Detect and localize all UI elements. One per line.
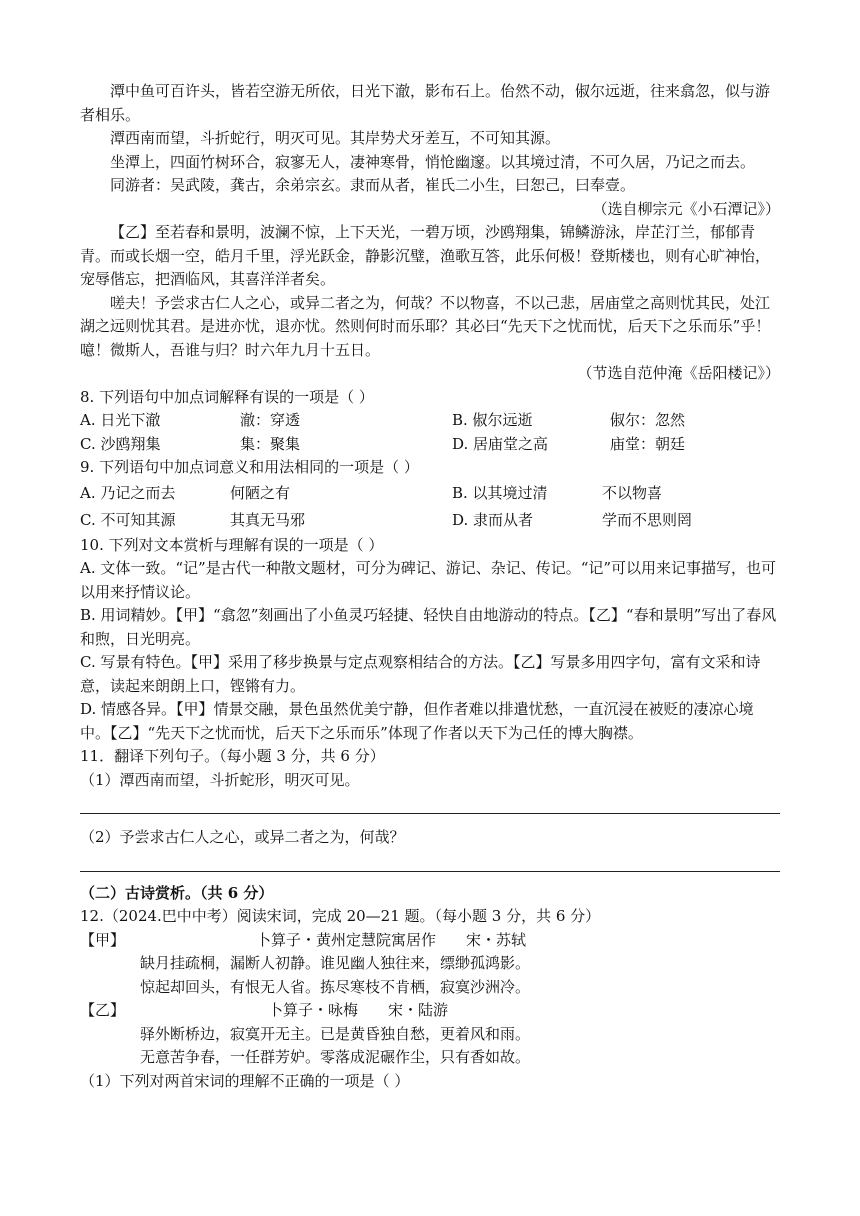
q8-option-d[interactable] <box>452 433 780 457</box>
poem-jia-tag: 【甲】 <box>80 930 126 949</box>
q8-option-b-label: B. 俶尔远逝 <box>452 411 533 429</box>
q8-options-row-1 <box>80 409 780 433</box>
q9-options-row-1 <box>80 480 780 507</box>
q8-options-row-2 <box>80 433 780 457</box>
q8-option-d-label: D. 居庙堂之高 <box>452 434 549 453</box>
exam-page <box>80 80 780 1093</box>
answer-line-1[interactable] <box>80 813 780 814</box>
q8-option-b[interactable] <box>452 409 780 433</box>
poem-jia-line-2: 惊起却回头，有恨无人省。拣尽寒枝不肯栖，寂寞沙洲冷。 <box>140 977 531 996</box>
q9-option-b[interactable] <box>452 480 780 507</box>
poem-yi-header <box>80 999 780 1023</box>
q9-stem: 9. 下列语句中加点词意义和用法相同的一项是（ ） <box>80 458 419 476</box>
answer-line-2[interactable] <box>80 871 780 872</box>
q9-option-c-compare: 其真无马邪 <box>230 510 306 529</box>
q8-stem: 8. 下列语句中加点词解释有误的一项是（ ） <box>80 387 374 406</box>
q9-option-c-text: C. 不可知其源 <box>80 510 176 529</box>
poem-jia-title: 卜算子・黄州定慧院寓居作 <box>256 930 437 949</box>
jia-source: （选自柳宗元《小石潭记》） <box>592 199 780 218</box>
yi-paragraph-2: 嗟夫！予尝求古仁人之心，或异二者之为，何哉？不以物喜，不以己悲，居庙堂之高则忧其民，处江湖之远则忧其君。是进亦忧，退亦忧。然则何时而乐耶？其必曰“先天下之忧而忧，后天下之乐而乐”乎！噫！微斯人，吾谁与归？时六年九月十五日。 <box>80 293 771 359</box>
q12-stem: 12.（2024.巴中中考）阅读宋词，完成 20—21 题。（每小题 3 分，共 6 分） <box>80 907 601 925</box>
q9-option-b-text: B. 以其境过清 <box>452 483 548 502</box>
poem-yi-tag: 【乙】 <box>80 1001 126 1019</box>
q9-option-a-compare: 何陋之有 <box>230 483 291 502</box>
poem-yi-title: 卜算子・咏梅 <box>268 1001 359 1019</box>
section2-heading: （二）古诗赏析。（共 6 分） <box>80 883 274 902</box>
jia-paragraph-4: 同游者：吴武陵，龚古，余弟宗玄。隶而从者，崔氏二小生，曰恕己，曰奉壹。 <box>110 176 636 194</box>
q11-stem: 11．翻译下列句子。（每小题 3 分，共 6 分） <box>80 747 385 765</box>
poem-yi-line-2: 无意苦争春，一任群芳妒。零落成泥碾作尘，只有香如故。 <box>140 1048 531 1066</box>
poem-jia-line-1: 缺月挂疏桐，漏断人初静。谁见幽人独往来，缥缈孤鸿影。 <box>140 954 531 972</box>
q8-option-a-gloss: 澈：穿透 <box>240 411 301 429</box>
poem-jia-author: 宋・苏轼 <box>466 930 527 949</box>
q9-options-row-2 <box>80 507 780 534</box>
poem-jia-header <box>80 929 780 953</box>
q8-option-b-gloss: 俶尔：忽然 <box>610 411 686 429</box>
yi-source: （节选自范仲淹《岳阳楼记》） <box>577 364 780 382</box>
q9-option-a-text: A. 乃记之而去 <box>80 483 176 502</box>
q11-sentence-1: （1）潭西南而望，斗折蛇形，明灭可见。 <box>80 770 360 789</box>
q10-option-d[interactable]: D. 情感各异。【甲】情景交融，景色虽然优美宁静，但作者难以排遣忧愁，一直沉浸在被贬的凄凉心境中。【乙】“先天下之忧而忧，后天下之乐而乐”体现了作者以天下为己任的博大胸襟。 <box>80 700 754 742</box>
q10-option-c[interactable]: C. 写景有特色。【甲】采用了移步换景与定点观察相结合的方法。【乙】写景多用四字句，富有文采和诗意，读起来朗朗上口，铿锵有力。 <box>80 653 761 695</box>
q9-option-d-compare: 学而不思则罔 <box>602 510 693 529</box>
q9-option-a[interactable] <box>80 480 452 507</box>
jia-paragraph-2: 潭西南而望，斗折蛇行，明灭可见。其岸势犬牙差互，不可知其源。 <box>110 129 561 147</box>
q9-option-c[interactable] <box>80 507 452 534</box>
q8-option-c[interactable] <box>80 433 452 457</box>
q11-sentence-2: （2）予尝求古仁人之心，或异二者之为，何哉？ <box>80 828 405 846</box>
poem-yi-line-1: 驿外断桥边，寂寞开无主。已是黄昏独自愁，更着风和雨。 <box>140 1024 531 1043</box>
q8-option-c-gloss: 集：聚集 <box>240 434 301 453</box>
q8-option-c-label: C. 沙鸥翔集 <box>80 434 161 453</box>
q9-option-d-text: D. 隶而从者 <box>452 510 534 529</box>
q8-option-d-gloss: 庙堂：朝廷 <box>610 434 686 453</box>
jia-paragraph-1: 潭中鱼可百许头，皆若空游无所依，日光下澈，影布石上。佁然不动，俶尔远逝，往来翕忽，似与游者相乐。 <box>80 82 771 124</box>
q10-option-a[interactable]: A. 文体一致。“记”是古代一种散文题材，可分为碑记、游记、杂记、传记。“记”可以用来记事描写，也可以用来抒情议论。 <box>80 559 777 601</box>
q8-option-a[interactable] <box>80 409 452 433</box>
q12-sub-1: （1）下列对两首宋词的理解不正确的一项是（ ） <box>80 1071 410 1090</box>
q10-option-b[interactable]: B. 用词精妙。【甲】“翕忽”刻画出了小鱼灵巧轻捷、轻快自由地游动的特点。【乙】“春和景明”写出了春风和煦，日光明亮。 <box>80 606 777 648</box>
q8-option-a-label: A. 日光下澈 <box>80 411 161 429</box>
q9-option-b-compare: 不以物喜 <box>602 483 663 502</box>
q10-stem: 10. 下列对文本赏析与理解有误的一项是（ ） <box>80 535 384 554</box>
jia-paragraph-3: 坐潭上，四面竹树环合，寂寥无人，凄神寒骨，悄怆幽邃。以其境过清，不可久居，乃记之而去。 <box>110 152 756 171</box>
poem-yi-author: 宋・陆游 <box>388 1001 449 1019</box>
q9-option-d[interactable] <box>452 507 780 534</box>
yi-paragraph-1: 【乙】至若春和景明，波澜不惊，上下天光，一碧万顷，沙鸥翔集，锦鳞游泳，岸芷汀兰，郁郁青青。而或长烟一空，皓月千里，浮光跃金，静影沉璧，渔歌互答，此乐何极！登斯楼也，则有心旷神怡，宠辱偕忘，把酒临风，其喜洋洋者矣。 <box>80 223 771 288</box>
